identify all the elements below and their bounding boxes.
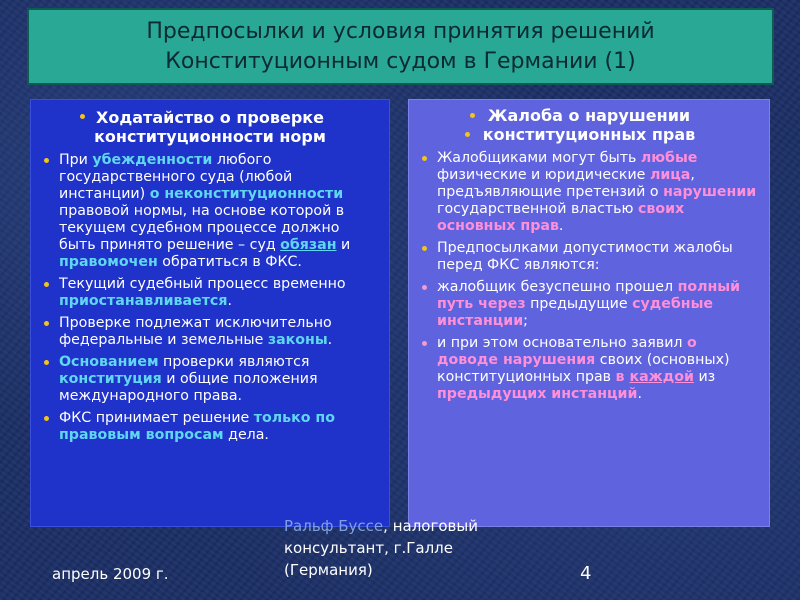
bullet-icon xyxy=(44,282,49,287)
bullet-icon xyxy=(470,113,475,118)
author-line2: консультант, г.Галле xyxy=(284,539,453,557)
left-heading-line1: Ходатайство о проверке xyxy=(96,108,324,127)
list-item: Основанием проверки являются конституция и общие положения международного права. xyxy=(41,354,379,405)
list-item: Предпосылками допустимости жалобы перед ФКС являются: xyxy=(419,240,759,274)
bullet-icon xyxy=(422,341,427,346)
right-heading-line2: конституционных прав xyxy=(482,125,696,144)
bullet-icon xyxy=(465,132,470,137)
list-item: При убежденности любого государственного суда (любой инстанции) о неконституционности правовой нормы, на основе которой в текущем судебном процессе должно быть принято решение – суд обязан и правомочен обратиться в ФКС. xyxy=(41,152,379,271)
page-number: 4 xyxy=(580,563,592,584)
slide-title-line2: Конституционным судом в Германии (1) xyxy=(165,48,636,74)
bullet-icon xyxy=(422,156,427,161)
bullet-icon xyxy=(44,416,49,421)
left-panel xyxy=(30,99,390,527)
bullet-icon xyxy=(44,360,49,365)
list-item: Проверке подлежат исключительно федеральные и земельные законы. xyxy=(41,315,379,349)
right-panel xyxy=(408,99,770,527)
list-item: Жалобщиками могут быть любые физические и юридические лица, предъявляющие претензий о нарушении государственной властью своих основных прав. xyxy=(419,150,759,235)
author-line3: (Германия) xyxy=(284,561,373,579)
author-name: Ральф Буссе xyxy=(284,517,384,535)
list-item: ФКС принимает решение только по правовым вопросам дела. xyxy=(41,410,379,444)
right-heading xyxy=(419,106,759,144)
list-item: и при этом основательно заявил о доводе нарушения своих (основных) конституционных прав в каждой из предыдущих инстанций. xyxy=(419,335,759,403)
bullet-icon xyxy=(422,285,427,290)
bullet-icon xyxy=(44,158,49,163)
footer-date: апрель 2009 г. xyxy=(52,565,169,583)
bullet-icon xyxy=(80,114,85,119)
bullet-icon xyxy=(44,321,49,326)
left-heading xyxy=(41,108,379,146)
list-item: Текущий судебный процесс временно приостанавливается. xyxy=(41,276,379,310)
bullet-icon xyxy=(422,246,427,251)
footer-author: Ральф Буссе, налоговый консультант, г.Галле (Германия) xyxy=(284,517,478,579)
slide-title xyxy=(27,8,774,85)
right-heading-line1: Жалоба о нарушении xyxy=(487,106,691,125)
left-heading-line2: конституционности норм xyxy=(94,127,326,146)
slide-title-line1: Предпосылки и условия принятия решений xyxy=(146,18,655,44)
list-item: жалобщик безуспешно прошел полный путь через предыдущие судебные инстанции; xyxy=(419,279,759,330)
